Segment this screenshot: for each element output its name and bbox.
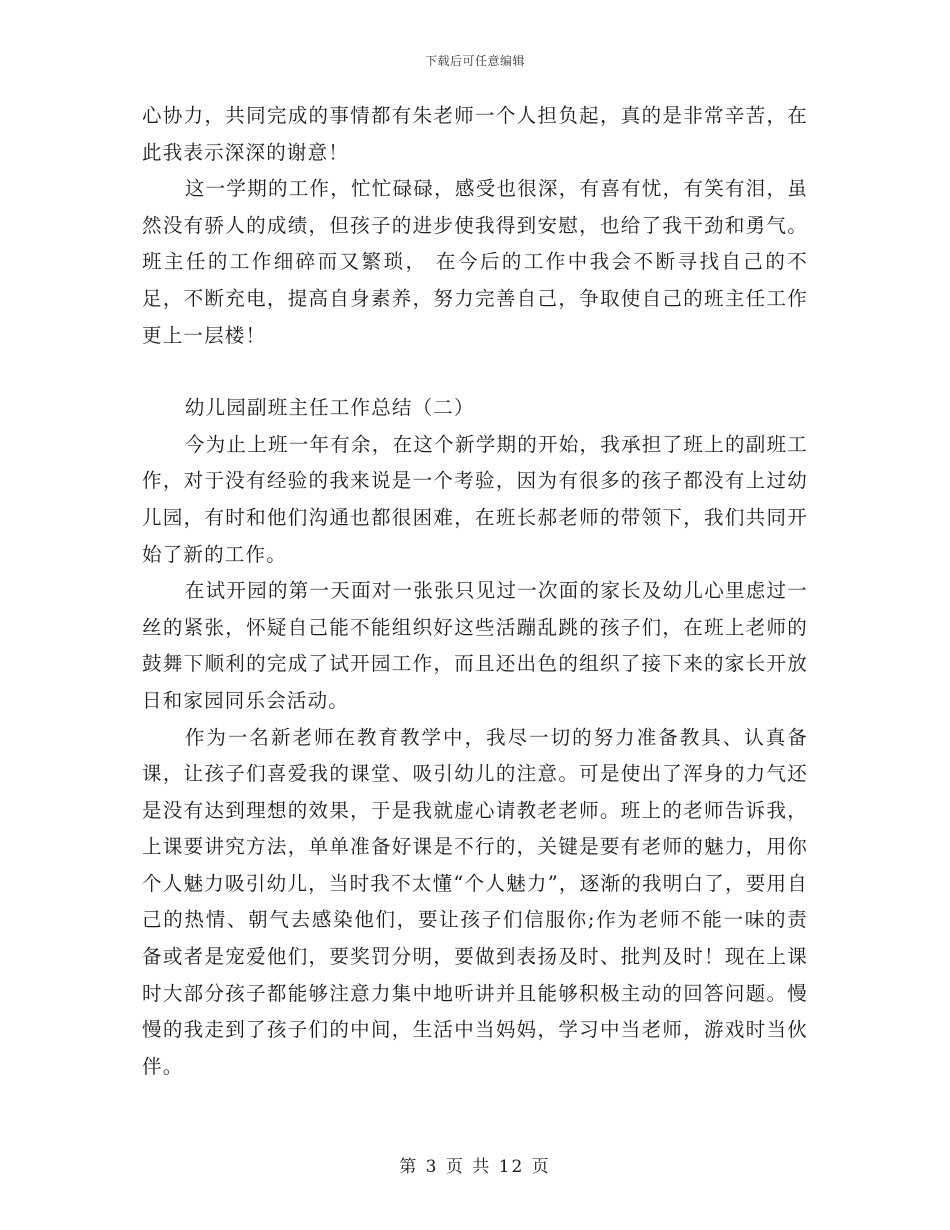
page-header-note: 下载后可任意编辑 xyxy=(424,54,525,68)
document-body xyxy=(142,98,808,1085)
paragraph-trial-opening: 在试开园的第一天面对一张张只见过一次面的家长及幼儿心里虑过一丝的紧张，怀疑自己能不能组织好这些活蹦乱跳的孩子们，在班上老师的鼓舞下顺利的完成了试开园工作，而且还出色的组织了接下来的家长开放日和家园同乐会活动。 xyxy=(142,579,808,712)
paragraph-teaching: 作为一名新老师在教育教学中，我尽一切的努力准备教具、认真备课，让孩子们喜爱我的课堂、吸引幼儿的注意。可是使出了浑身的力气还是没有达到理想的效果，于是我就虚心请教老老师。班上的老师告诉我，上课要讲究方法，单单准备好课是不行的，关键是要有老师的魅力，用你个人魅力吸引幼儿，当时我不太懂“个人魅力”，逐渐的我明白了，要用自己的热情、朝气去感染他们，要让孩子们信服你;作为老师不能一味的责备或者是宠爱他们，要奖罚分明，要做到表扬及时、批判及时！现在上课时大部分孩子都能够注意力集中地听讲并且能够积极主动的回答问题。慢慢的我走到了孩子们的中间，生活中当妈妈，学习中当老师，游戏时当伙伴。 xyxy=(142,725,808,1078)
paragraph-summary: 这一学期的工作，忙忙碌碌，感受也很深，有喜有忧，有笑有泪，虽然没有骄人的成绩，但孩子的进步使我得到安慰，也给了我干劲和勇气。班主任的工作细碎而又繁琐， 在今后的工作中我会不断寻找自己的不足，不断充电，提高自身素养，努力完善自己，争取使自己的班主任工作更上一层楼！ xyxy=(142,177,808,347)
paragraph-continued: 心协力，共同完成的事情都有朱老师一个人担负起，真的是非常辛苦，在此我表示深深的谢意！ xyxy=(142,104,808,164)
section-heading: 幼儿园副班主任工作总结（二） xyxy=(184,396,475,420)
paragraph-intro: 今为止上班一年有余，在这个新学期的开始，我承担了班上的副班工作，对于没有经验的我来说是一个考验，因为有很多的孩子都没有上过幼儿园，有时和他们沟通也都很困难，在班长郝老师的带领下，我们共同开始了新的工作。 xyxy=(142,432,808,566)
page-number: 第 3 页 共 12 页 xyxy=(399,1157,551,1177)
